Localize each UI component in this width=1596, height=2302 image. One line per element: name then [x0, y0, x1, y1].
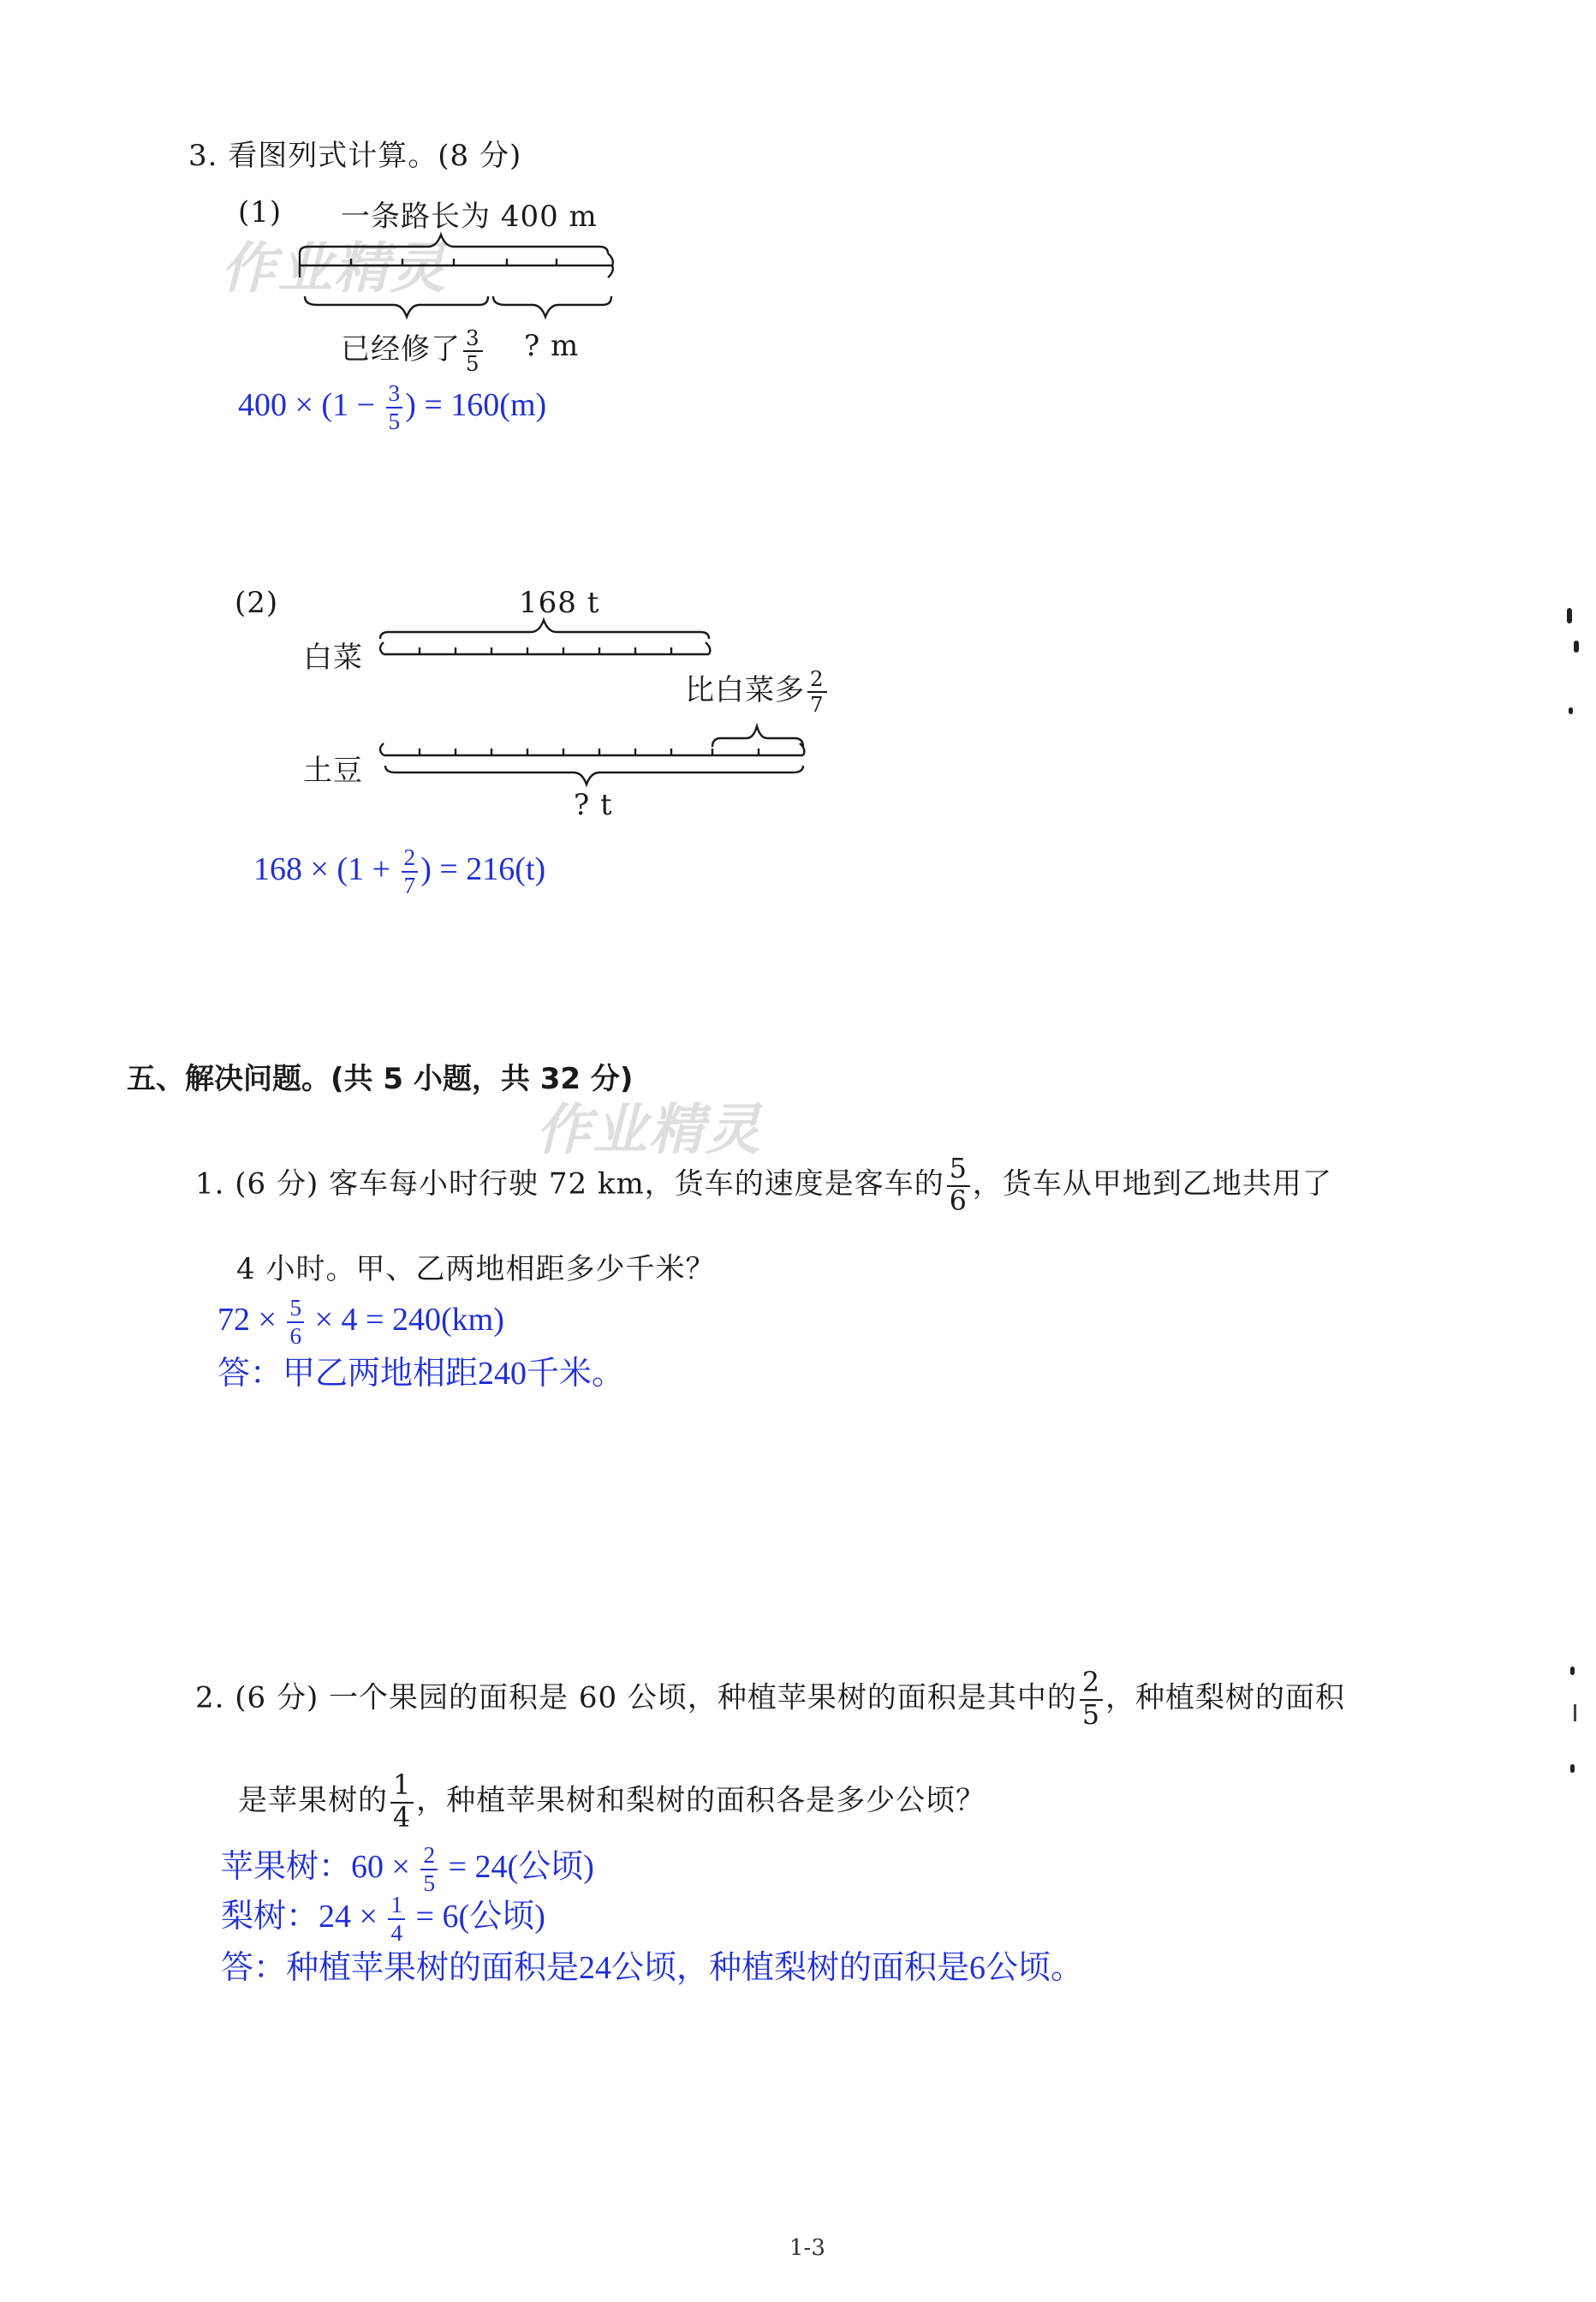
question-3-title: 3. 看图列式计算。(8 分)	[188, 139, 522, 173]
sub-1-label: (1)	[238, 195, 283, 230]
answer-problem-1-formula: 72 × $\frac{5}{6}$ × 4 = 240(km)	[217, 1295, 504, 1350]
section-5-title: 五、解决问题。(共 5 小题，共 32 分)	[127, 1062, 634, 1096]
page-number: 1-3	[789, 2235, 825, 2261]
potato-label: 土豆	[303, 754, 363, 788]
problem-2-line-2: 是苹果树的 $\frac{1}{4}$ ，种植苹果树和梨树的面积各是多少公顷？	[238, 1770, 986, 1834]
unknown-t-text: ? t	[574, 788, 613, 822]
road-diagram	[283, 228, 625, 339]
answer-problem-2-statement: 答：种植苹果树的面积是24公顷，种植梨树的面积是6公顷。	[221, 1950, 1084, 1986]
cabbage-label: 白菜	[303, 641, 363, 675]
watermark-logo-2: 作业精灵	[536, 1099, 762, 1162]
sub-2-label: (2)	[235, 586, 279, 620]
scan-mark	[1569, 707, 1573, 714]
answer-problem-2-pear: 梨树：24 × $\frac{1}{4}$ = 6(公顷)	[221, 1891, 545, 1947]
problem-2-line-1: 2. (6 分) 一个果园的面积是 60 公顷，种植苹果树的面积是其中的 $\frac{2}{5}$ ，种植梨树的面积	[195, 1667, 1346, 1731]
answer-sub-1: 400 × (1 − $\frac{3}{5}$ ) = 160(m)	[238, 380, 547, 435]
problem-1-line-1: 1. (6 分) 客车每小时行驶 72 km，货车的速度是客车的 $\frac{5}{6}$ ，货车从甲地到乙地共用了	[195, 1154, 1332, 1217]
scan-mark	[1570, 1764, 1575, 1773]
answer-problem-2-apple: 苹果树：60 × $\frac{2}{5}$ = 24(公顷)	[221, 1841, 594, 1897]
answer-problem-1-statement: 答：甲乙两地相距240千米。	[217, 1356, 625, 1392]
scan-mark	[1574, 1704, 1576, 1721]
answer-sub-2: 168 × (1 + $\frac{2}{7}$ ) = 216(t)	[253, 844, 546, 899]
scan-mark	[1574, 641, 1579, 653]
road-length-text: 一条路长为 400 m	[341, 200, 598, 234]
built-text: 已经修了 $\frac{3}{5}$	[341, 325, 485, 374]
watermark-logo: 作业精灵	[221, 237, 447, 301]
cabbage-total-text: 168 t	[519, 586, 600, 620]
scan-mark	[1570, 1667, 1575, 1675]
scan-mark	[1567, 608, 1572, 623]
more-than-cabbage-text: 比白菜多 $\frac{2}{7}$	[685, 666, 830, 715]
unknown-m-text: ? m	[524, 329, 580, 363]
problem-1-line-2: 4 小时。甲、乙两地相距多少千米？	[236, 1252, 716, 1286]
